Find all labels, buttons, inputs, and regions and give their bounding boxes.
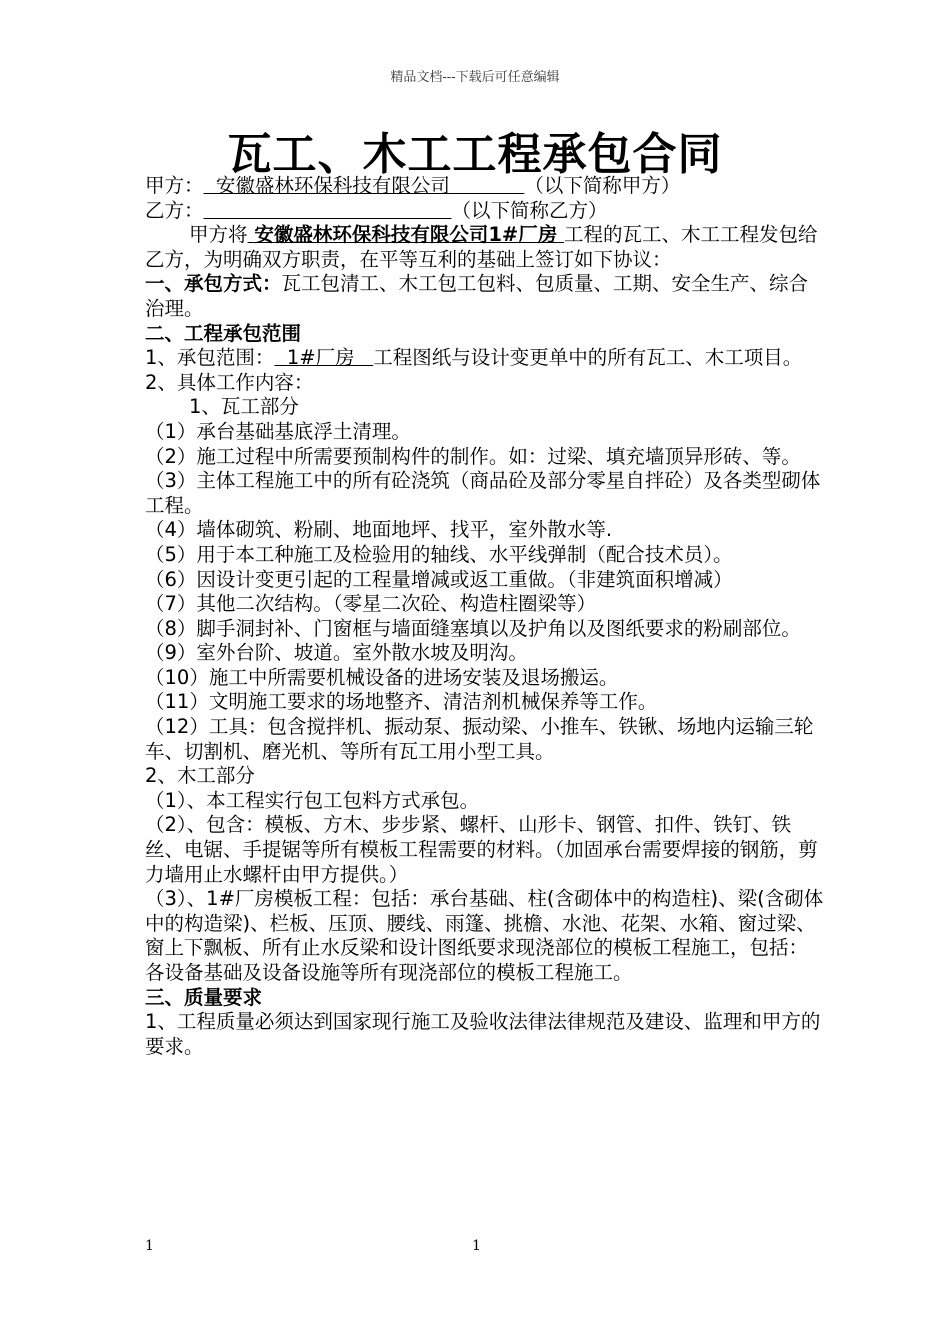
list-item: （11）文明施工要求的场地整齐、清洁剂机械保养等工作。 xyxy=(145,690,658,714)
section-2-heading: 二、工程承包范围 xyxy=(145,321,302,345)
list-item: 1、工程质量必须达到国家现行施工及验收法律法律规范及建设、监理和甲方的要求。 xyxy=(145,1010,821,1058)
list-item: （1）、本工程实行包工包料方式承包。 xyxy=(145,788,480,812)
quality-list xyxy=(145,1010,825,1059)
list-item: （7）其他二次结构。（零星二次砼、构造柱圈梁等） xyxy=(145,592,597,616)
document-title: 瓦工、木工工程承包合同 xyxy=(227,129,723,180)
list-item: （2）、包含：模板、方木、步步紧、螺杆、山形卡、钢管、扣件、铁钉、铁丝、电锯、手提锯等所有模板工程需要的材料。（加固承台需要焊接的钢筋，剪力墙用止水螺杆由甲方提供。） xyxy=(145,813,818,886)
party-b-line xyxy=(145,199,825,224)
list-item: （3）主体工程施工中的所有砼浇筑（商品砼及部分零星自拌砼）及各类型砌体工程。 xyxy=(145,469,821,517)
section-1 xyxy=(145,272,825,321)
intro-project xyxy=(248,223,565,246)
party-b-label: 乙方： xyxy=(145,198,204,222)
section-3-heading: 三、质量要求 xyxy=(145,985,263,1009)
scope-value xyxy=(274,346,373,369)
footer-page-left: 1 xyxy=(145,1238,154,1254)
intro-project-name: 安徽盛林环保科技有限公司1#厂房 xyxy=(254,223,558,247)
content-line: 2、具体工作内容： xyxy=(145,370,314,394)
list-item: （9）室外台阶、坡道。室外散水坡及明沟。 xyxy=(145,641,528,665)
list-item: （1）承台基础基底浮土清理。 xyxy=(145,419,411,443)
list-item: （8）脚手洞封补、门窗框与墙面缝塞填以及护角以及图纸要求的粉刷部位。 xyxy=(145,616,801,640)
party-b-blank xyxy=(204,199,452,222)
section-1-text: 瓦工包清工、木工包工包料、包质量、工期、安全生产、综合治理。 xyxy=(145,272,809,320)
footer-page-center: 1 xyxy=(472,1238,481,1254)
intro-paragraph xyxy=(145,223,825,272)
scope-label: 1、承包范围： xyxy=(145,346,275,370)
list-item: （10）施工中所需要机械设备的进场安装及退场搬运。 xyxy=(145,665,619,689)
list-item: （5）用于本工种施工及检验用的轴线、水平线弹制（配合技术员）。 xyxy=(145,542,733,566)
scope-value-text: 1#厂房 xyxy=(286,346,355,370)
document-body xyxy=(145,174,825,1059)
party-b-suffix: （以下简称乙方） xyxy=(451,198,608,222)
scope-rest: 工程图纸与设计变更单中的所有瓦工、木工项目。 xyxy=(373,346,803,370)
intro-rest: 工程的瓦工、木工工程发包给乙方，为明确双方职责，在平等互利的基础上签订如下协议： xyxy=(145,223,818,271)
intro-lead: 甲方将 xyxy=(189,223,248,247)
masonry-list xyxy=(145,420,825,764)
carpentry-list xyxy=(145,789,825,986)
carpentry-title: 2、木工部分 xyxy=(145,764,255,788)
list-item: （2）施工过程中所需要预制构件的制作。如：过梁、填充墙顶异形砖、等。 xyxy=(145,444,801,468)
section-1-heading: 一、承包方式： xyxy=(145,272,282,296)
masonry-title: 1、瓦工部分 xyxy=(189,395,299,419)
party-a-label: 甲方： xyxy=(145,174,204,197)
party-a-suffix: （以下简称甲方） xyxy=(524,174,681,197)
list-item: （4）墙体砌筑、粉刷、地面地坪、找平，室外散水等. xyxy=(145,518,613,542)
list-item: （6）因设计变更引起的工程量增减或返工重做。（非建筑面积增减） xyxy=(145,567,733,591)
page-header: 精品文档---下载后可任意编辑 xyxy=(390,70,560,85)
list-item: （12）工具：包含搅拌机、振动泵、振动梁、小推车、铁锹、场地内运输三轮车、切割机、磨光机、等所有瓦工用小型工具。 xyxy=(145,715,814,763)
scope-line xyxy=(145,346,825,371)
party-a-name: 安徽盛林环保科技有限公司 xyxy=(215,174,450,197)
party-a-line xyxy=(145,174,825,199)
party-a-value xyxy=(204,174,525,197)
list-item: （3）、1#厂房模板工程：包括：承台基础、柱(含砌体中的构造柱)、梁(含砌体中的构造梁)、栏板、压顶、腰线、雨篷、挑檐、水池、花架、水箱、窗过梁、窗上下飘板、所有止水反梁和设计图纸要求现浇部位的模板工程施工，包括：各设备基础及设备设施等所有现浇部位的模板工程施工。 xyxy=(145,887,824,984)
